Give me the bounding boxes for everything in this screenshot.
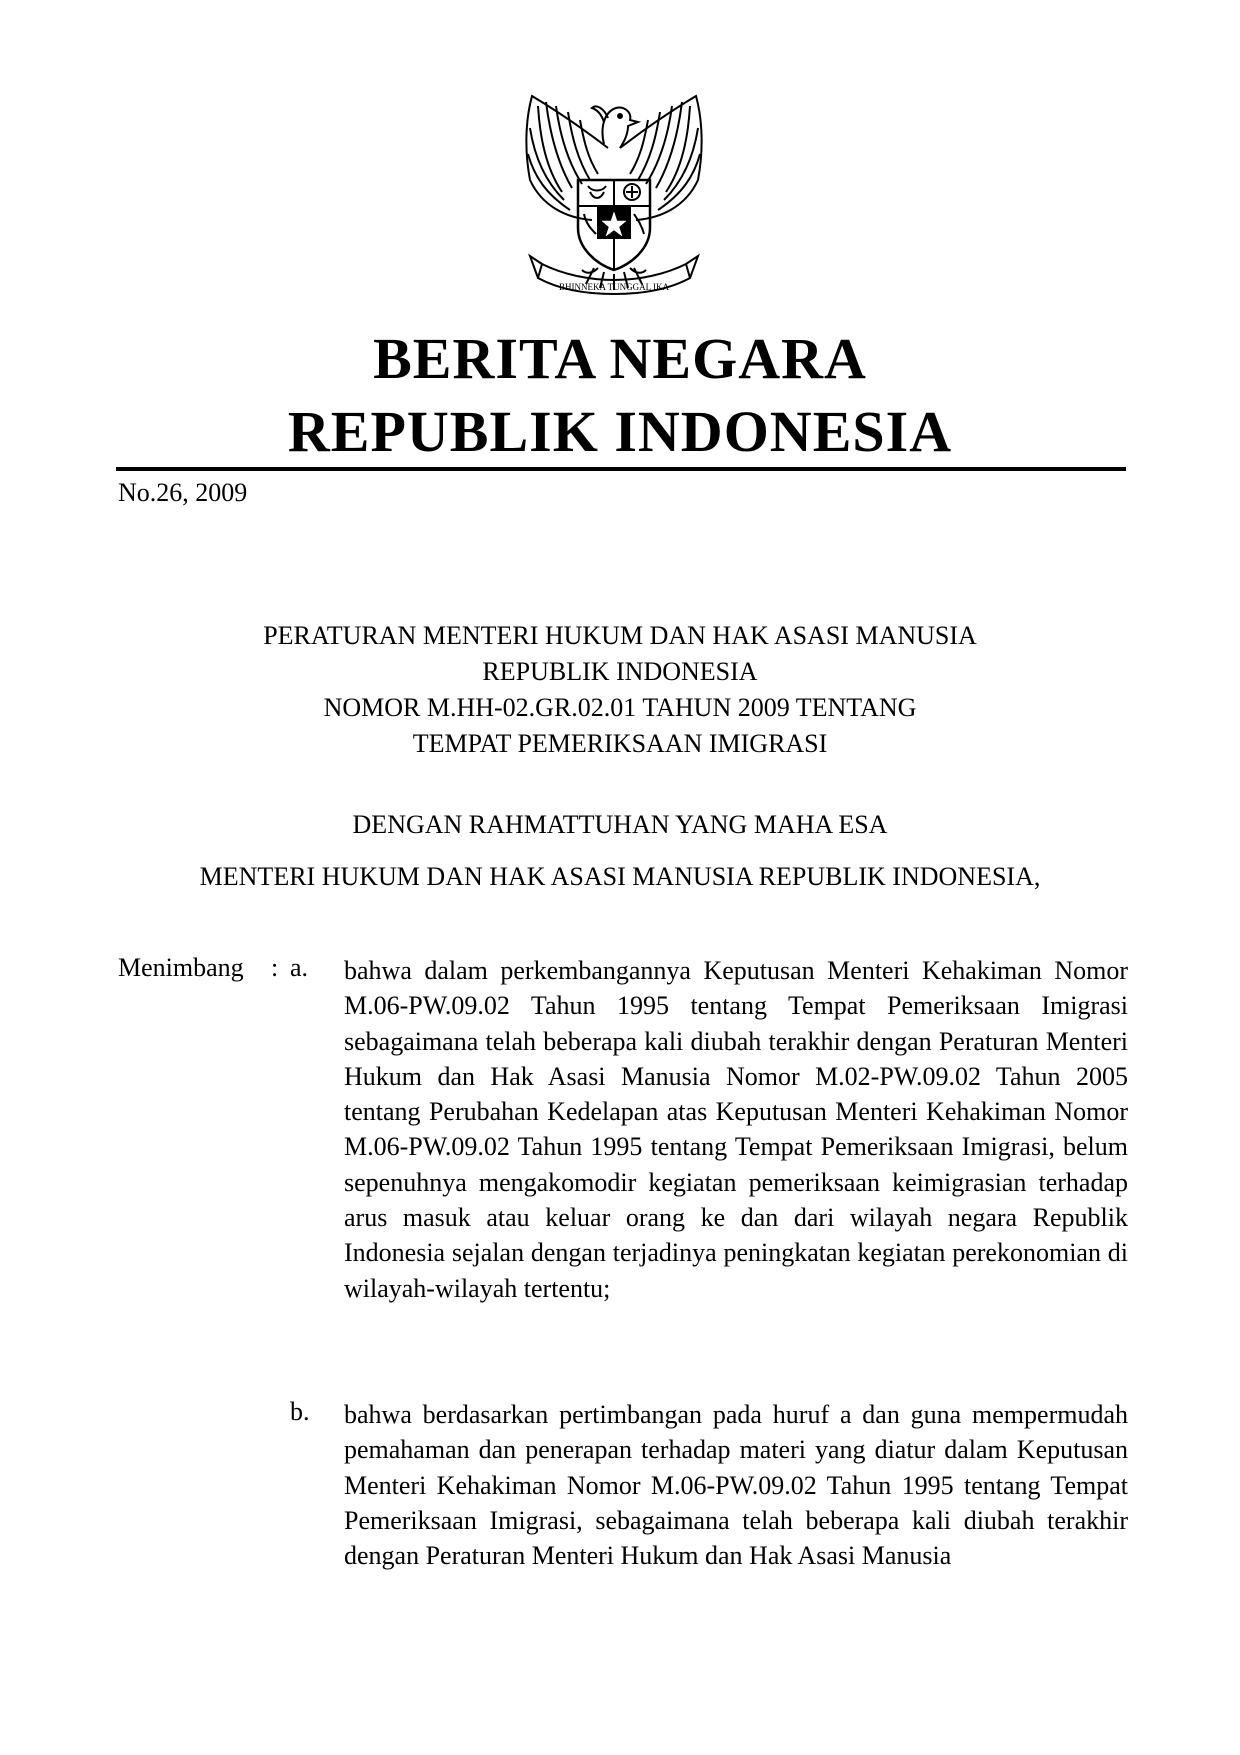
garuda-emblem-icon xyxy=(512,88,716,300)
regulation-title-line: PERATURAN MENTERI HUKUM DAN HAK ASASI MANUSIA xyxy=(263,621,977,650)
regulation-title-line: REPUBLIK INDONESIA xyxy=(482,657,758,686)
title-divider xyxy=(116,467,1126,471)
considering-colon: : xyxy=(271,953,279,982)
item-letter: b. xyxy=(290,1397,310,1426)
regulation-title-line: NOMOR M.HH-02.GR.02.01 TAHUN 2009 TENTANG xyxy=(323,693,917,722)
invocation-line: DENGAN RAHMATTUHAN YANG MAHA ESA xyxy=(352,810,888,839)
gazette-number: No.26, 2009 xyxy=(118,478,248,507)
regulation-title xyxy=(118,618,1122,762)
gazette-title-line1: BERITA NEGARA xyxy=(373,326,867,391)
item-letter: a. xyxy=(290,953,309,982)
gazette-title-line2: REPUBLIK INDONESIA xyxy=(287,399,953,464)
item-text: bahwa berdasarkan pertimbangan pada huruf a dan guna mempermudah pemahaman dan penerapan terhadap materi yang diatur dalam Keputusan Menteri Kehakiman Nomor M.06-PW.09.02 Tahun 1995 tentang Tempat Pemeriksaan Imigrasi, sebagaimana telah beberapa kali diubah terakhir dengan Peraturan Menteri Hukum dan Hak Asasi Manusia xyxy=(344,1400,1128,1571)
regulation-title-line: TEMPAT PEMERIKSAAN IMIGRASI xyxy=(412,729,828,758)
minister-line: MENTERI HUKUM DAN HAK ASASI MANUSIA REPUBLIK INDONESIA, xyxy=(199,862,1041,891)
emblem-motto: BHINNEKA TUNGGAL IKA xyxy=(559,282,669,292)
considering-label: Menimbang xyxy=(118,953,244,982)
item-text: bahwa dalam perkembangannya Keputusan Menteri Kehakiman Nomor M.06-PW.09.02 Tahun 1995 tentang Tempat Pemeriksaan Imigrasi sebagaimana telah beberapa kali diubah terakhir dengan Peraturan Menteri Hukum dan Hak Asasi Manusia Nomor M.02-PW.09.02 Tahun 2005 tentang Perubahan Kedelapan atas Keputusan Menteri Kehakiman Nomor M.06-PW.09.02 Tahun 1995 tentang Tempat Pemeriksaan Imigrasi, belum sepenuhnya mengakomodir kegiatan pemeriksaan keimigrasian terhadap arus masuk atau keluar orang ke dan dari wilayah negara Republik Indonesia sejalan dengan terjadinya peningkatan kegiatan perekonomian di wilayah-wilayah tertentu; xyxy=(344,956,1128,1303)
